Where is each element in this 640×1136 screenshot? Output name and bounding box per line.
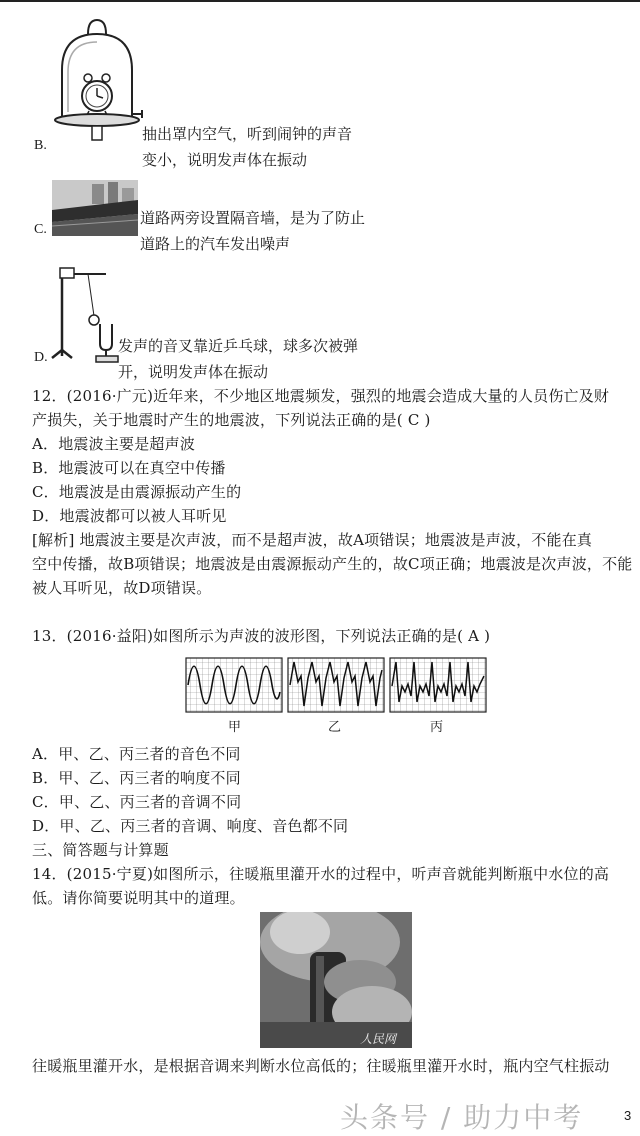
tuning-fork-pingpong-illustration [48,264,124,364]
question-12-option-b: B．地震波可以在真空中传播 [32,459,226,477]
question-14-answer: 往暖瓶里灌开水，是根据音调来判断水位高低的；往暖瓶里灌开水时，瓶内空气柱振动 [32,1057,610,1075]
photo-watermark: 人民网 [360,1032,397,1046]
question-12-analysis-line3: 被人耳听见，故D项错误。 [32,579,212,597]
question-12-analysis-line2: 空中传播，故B项错误；地震波是由震源振动产生的，故C项正确；地震波是次声波，不能 [32,555,633,573]
option-d-letter: D. [34,350,48,365]
question-12-stem-line1: 12．(2016·广元)近年来，不少地区地震频发，强烈的地震会造成大量的人员伤亡及财 [32,387,610,405]
bell-jar-clock-illustration [48,14,146,150]
question-13-option-b: B．甲、乙、丙三者的响度不同 [32,769,241,787]
option-d-text-line1: 发声的音叉靠近乒乓球，球多次被弹 [118,337,359,355]
waveform-bing [390,658,486,712]
top-rule [0,0,640,2]
option-d-text-line2: 开，说明发声体在振动 [118,363,269,381]
sound-barrier-photo [52,180,138,236]
question-12-analysis-line1: [解析] 地震波主要是次声波，而不是超声波，故A项错误；地震波是声波，不能在真 [32,531,593,549]
option-c-letter: C. [34,222,47,237]
section-heading-short-answer: 三、简答题与计算题 [32,841,169,859]
question-13-option-a: A．甲、乙、丙三者的音色不同 [32,745,241,763]
option-c-text-line1: 道路两旁设置隔音墙，是为了防止 [140,209,366,227]
question-13-option-d: D．甲、乙、丙三者的音调、响度、音色都不同 [32,817,349,835]
sound-waveform-figure [184,656,494,716]
option-b-letter: B. [34,138,47,153]
waveform-caption-jia: 甲 [228,720,242,735]
question-12-stem-line2: 产损失，关于地震时产生的地震波，下列说法正确的是( C ) [32,411,431,429]
waveform-caption-bing: 丙 [430,720,444,735]
question-13-option-c: C．甲、乙、丙三者的音调不同 [32,793,242,811]
toutiao-watermark: 头条号 / 助力中考 [340,1101,584,1134]
question-12-option-a: A．地震波主要是超声波 [32,435,196,453]
thermos-pouring-photo [260,912,412,1048]
question-12-option-d: D．地震波都可以被人耳听见 [32,507,227,525]
waveform-yi [288,658,384,712]
question-13-stem: 13．(2016·益阳)如图所示为声波的波形图，下列说法正确的是( A ) [32,627,491,645]
option-b-text-line2: 变小，说明发声体在振动 [142,151,308,169]
question-14-stem-line1: 14．(2015·宁夏)如图所示，往暖瓶里灌开水的过程中，听声音就能判断瓶中水位的高 [32,865,610,883]
waveform-caption-yi: 乙 [328,720,342,735]
question-12-option-c: C．地震波是由震源振动产生的 [32,483,242,501]
question-14-stem-line2: 低。请你简要说明其中的道理。 [32,889,245,907]
thermos-photo-art [260,912,412,1048]
option-c-text-line2: 道路上的汽车发出噪声 [140,235,291,253]
page-number: 3 [624,1108,632,1123]
waveform-jia [186,658,282,712]
option-b-text-line1: 抽出罩内空气，听到闹钟的声音 [142,125,353,143]
